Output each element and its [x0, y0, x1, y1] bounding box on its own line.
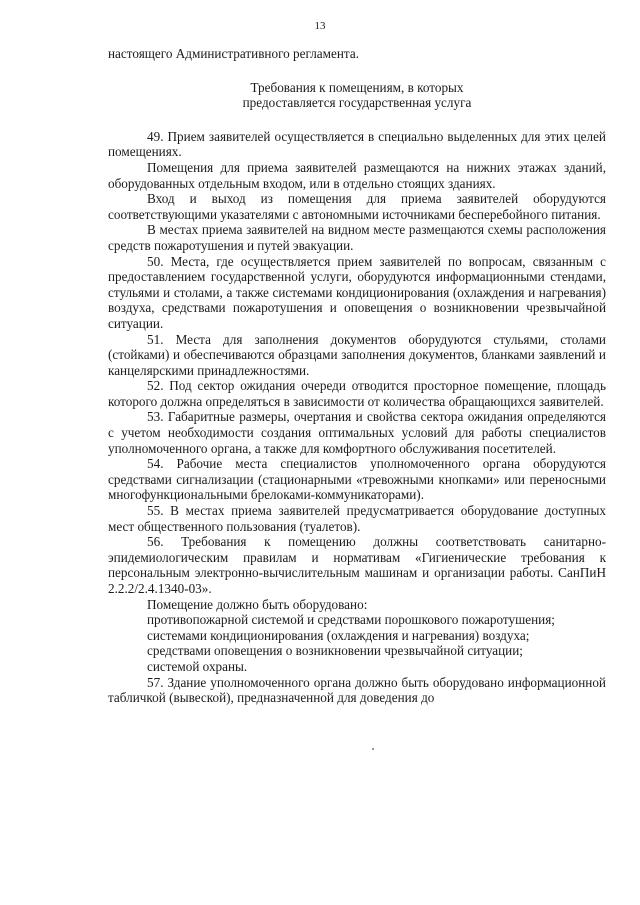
intro-line: настоящего Административного регламента.	[108, 46, 359, 61]
list-item: средствами оповещения о возникновении чрезвычайной ситуации;	[147, 643, 523, 659]
list-item: системами кондиционирования (охлаждения и нагревания) воздуха;	[147, 627, 530, 643]
paragraph-55: 55. В местах приема заявителей предусматривается оборудование доступных мест общественного пользования (туалетов).	[108, 503, 606, 534]
list-item: системой охраны.	[147, 658, 248, 674]
section-heading	[108, 80, 606, 111]
scan-speck	[372, 748, 374, 750]
paragraph-entrance-signs: Вход и выход из помещения для приема заявителей оборудуются соответствующими указателями с автономными источниками бесперебойного питания.	[108, 191, 606, 222]
page-number: 13	[314, 20, 326, 32]
paragraph-49: 49. Прием заявителей осуществляется в специально выделенных для этих целей помещениях.	[108, 128, 606, 160]
paragraph-equipment-intro: Помещение должно быть оборудовано:	[147, 596, 368, 612]
paragraph-57: 57. Здание уполномоченного органа должно быть оборудовано информационной табличкой (вывеской), предназначенной для доведения до	[108, 674, 606, 706]
list-item: противопожарной системой и средствами порошкового пожаротушения;	[147, 612, 555, 628]
paragraph-premises-location: Помещения для приема заявителей размещаются на нижних этажах зданий, оборудованных отдельным входом, или в отдельно стоящих зданиях.	[108, 159, 606, 191]
page-content	[108, 46, 606, 706]
paragraph-51: 51. Места для заполнения документов оборудуются стульями, столами (стойками) и обеспечиваются образцами заполнения документов, бланками заявлений и канцелярскими принадлежностями.	[108, 331, 606, 378]
paragraph-52: 52. Под сектор ожидания очереди отводится просторное помещение, площадь которого должна определяться в зависимости от количества обращающихся заявителей.	[108, 378, 606, 409]
equipment-list	[108, 612, 606, 674]
paragraph-56: 56. Требования к помещению должны соответствовать санитарно-эпидемиологическим правилам и нормативам «Гигиенические требования к персональным электронно-вычислительным машинам и организации работы. СанПиН 2.2.2/2.4.1340-03».	[108, 534, 606, 596]
section-heading-line-1: Требования к помещениям, в которых	[250, 79, 464, 95]
paragraph-evacuation-schemes: В местах приема заявителей на видном месте размещаются схемы расположения средств пожаротушения и путей эвакуации.	[108, 222, 606, 253]
section-heading-line-2: предоставляется государственная услуга	[242, 95, 472, 111]
paragraph-54: 54. Рабочие места специалистов уполномоченного органа оборудуются средствами сигнализации (стационарными «тревожными кнопками» или переносными многофункциональными брелоками-коммуникаторами).	[108, 456, 606, 503]
paragraph-50: 50. Места, где осуществляется прием заявителей по вопросам, связанным с предоставлением государственной услуги, оборудуются информационными стендами, стульями и столами, а также системами кондиционирования (охлаждения и нагревания) воздуха, средствами пожаротушения и оповещения о возникновении чрезвычайной ситуации.	[108, 253, 606, 331]
paragraph-53: 53. Габаритные размеры, очертания и свойства сектора ожидания определяются с учетом необходимости создания оптимальных условий для работы специалистов уполномоченного органа, а также для комфортного обслуживания посетителей.	[108, 409, 606, 456]
